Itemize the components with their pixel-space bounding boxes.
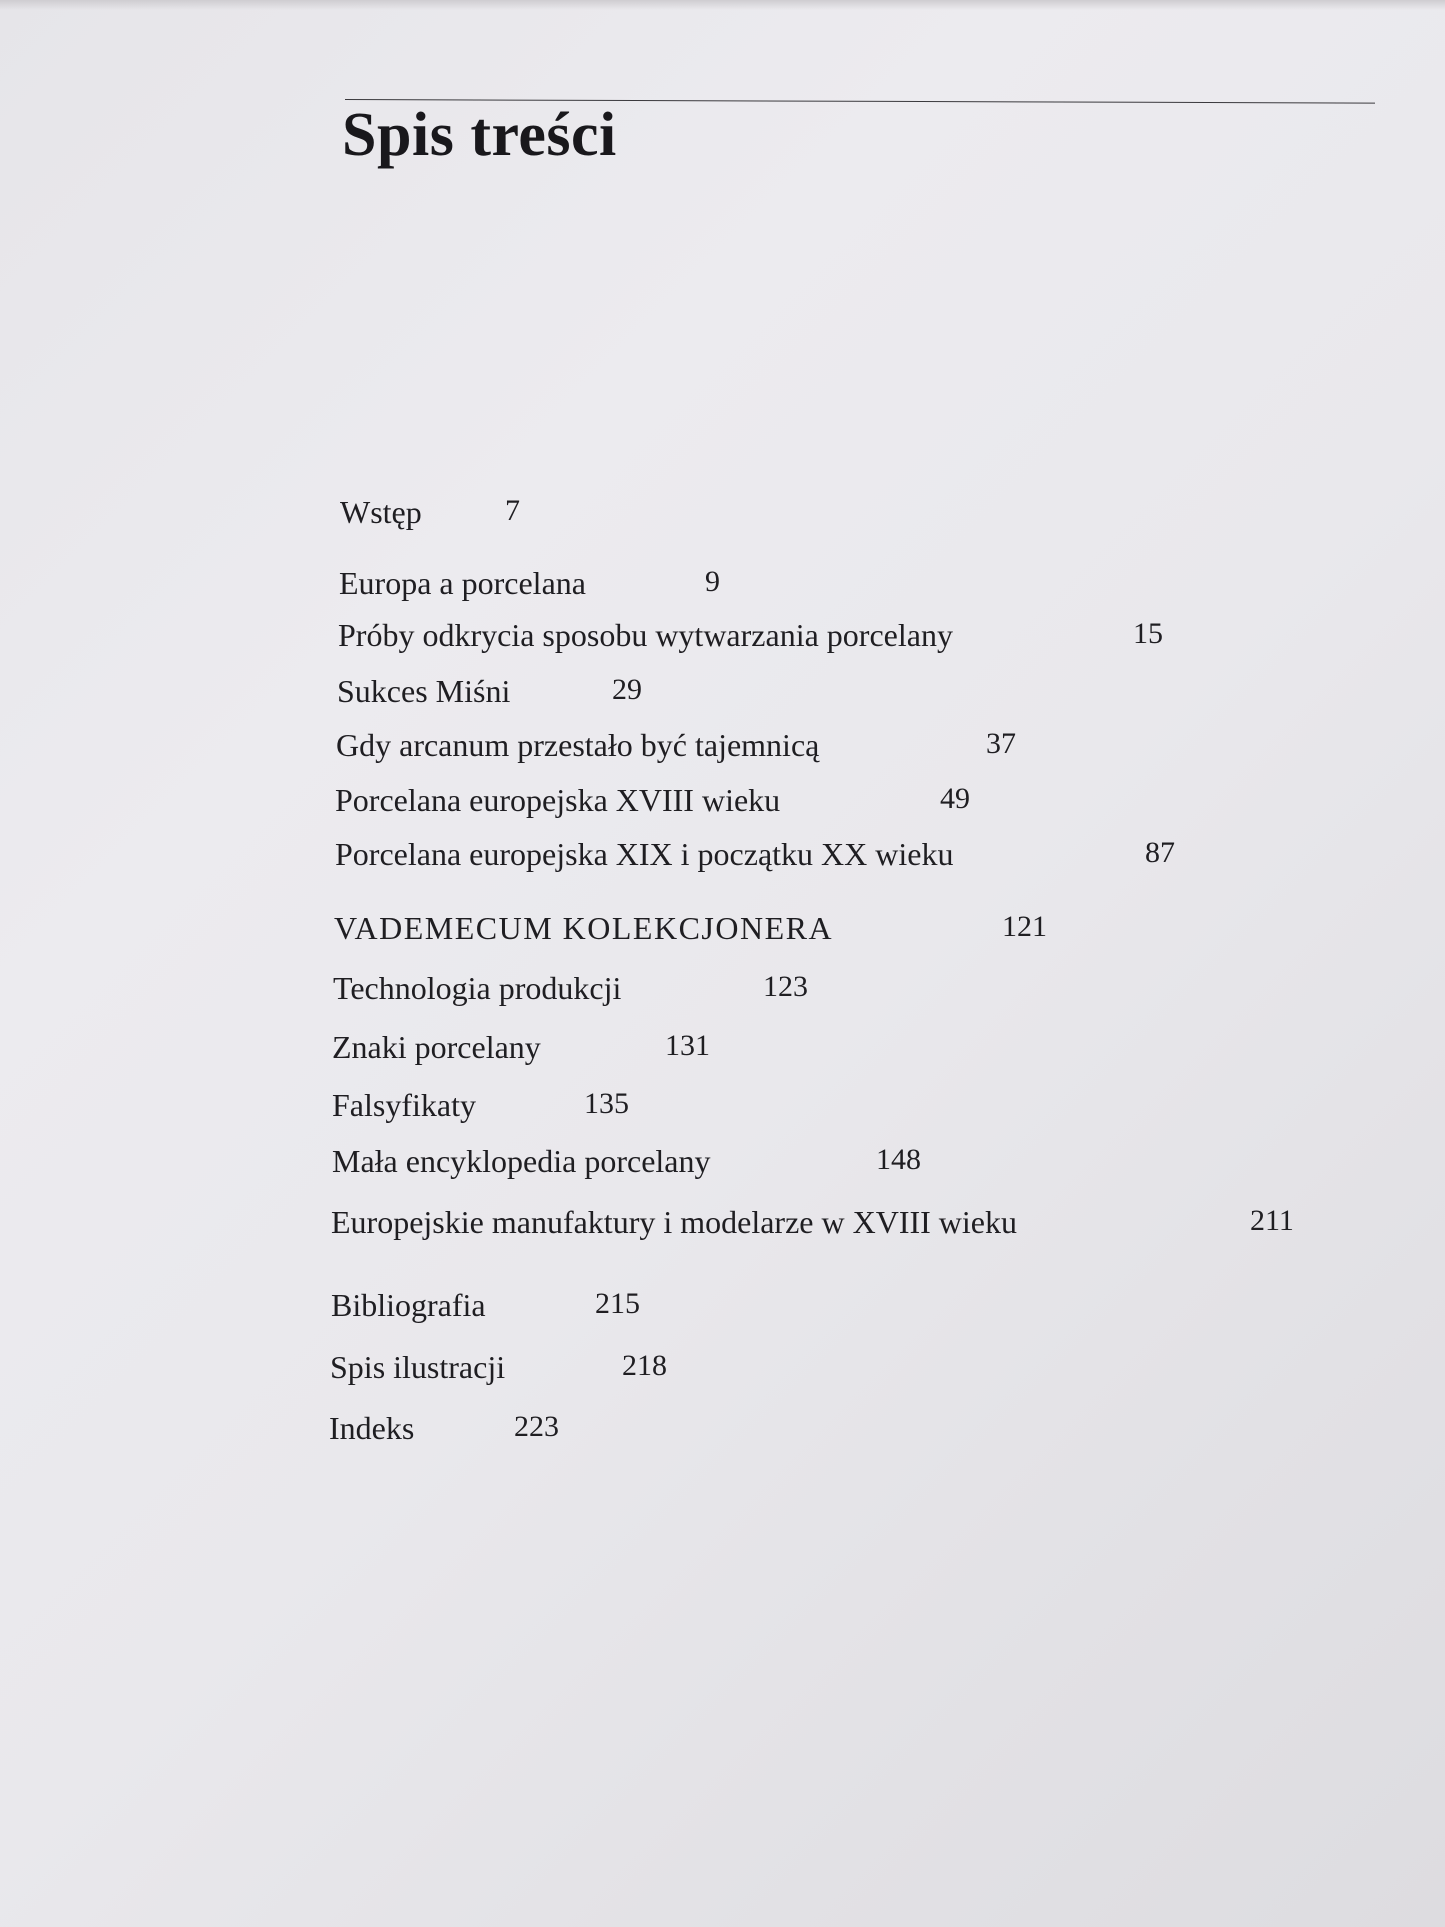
toc-entry-label: Falsyfikaty (332, 1087, 476, 1123)
toc-entry-page: 87 (1145, 836, 1175, 869)
toc-entry-page: 211 (1250, 1204, 1294, 1237)
toc-entry-label: Gdy arcanum przestało być tajemnicą (336, 727, 820, 763)
toc-entry-page: 131 (665, 1029, 710, 1062)
toc-entry-page: 215 (595, 1287, 640, 1320)
toc-entry-label: Bibliografia (331, 1287, 486, 1323)
toc-entry-page: 123 (763, 970, 808, 1003)
toc-entry-label: Indeks (329, 1410, 415, 1446)
toc-entry-label: Technologia produkcji (333, 970, 622, 1006)
toc-entry-page: 135 (584, 1087, 629, 1120)
toc-entry-label: Sukces Miśni (337, 673, 511, 709)
toc-entry-label: Znaki porcelany (332, 1029, 541, 1065)
toc-entry-page: 15 (1133, 617, 1163, 650)
toc-entry-label: Próby odkrycia sposobu wytwarzania porcelany (338, 617, 953, 653)
toc-entry-label: Spis ilustracji (330, 1349, 506, 1385)
toc-entry-label: Porcelana europejska XVIII wieku (335, 782, 781, 818)
toc-entry-page: 218 (622, 1349, 667, 1382)
page-title: Spis treści (342, 101, 617, 169)
toc-entry-label: VADEMECUM KOLEKCJONERA (334, 910, 834, 946)
toc-entry-label: Europa a porcelana (339, 565, 586, 601)
toc-entry-page: 37 (986, 727, 1016, 760)
toc-entry-page: 148 (876, 1143, 921, 1176)
toc-entry-page: 223 (514, 1410, 559, 1443)
toc-entry-label: Europejskie manufaktury i modelarze w XVIII wieku (331, 1204, 1017, 1240)
toc-entry-label: Mała encyklopedia porcelany (332, 1143, 711, 1179)
toc-entry-label: Porcelana europejska XIX i początku XX wieku (335, 836, 954, 872)
toc-entry-page: 7 (505, 494, 520, 527)
toc-entry-label: Wstęp (340, 494, 422, 530)
toc-entry-page: 121 (1002, 910, 1047, 943)
toc-entry-page: 49 (940, 782, 970, 815)
toc-entry-page: 29 (612, 673, 642, 706)
toc-entry-page: 9 (705, 565, 720, 598)
